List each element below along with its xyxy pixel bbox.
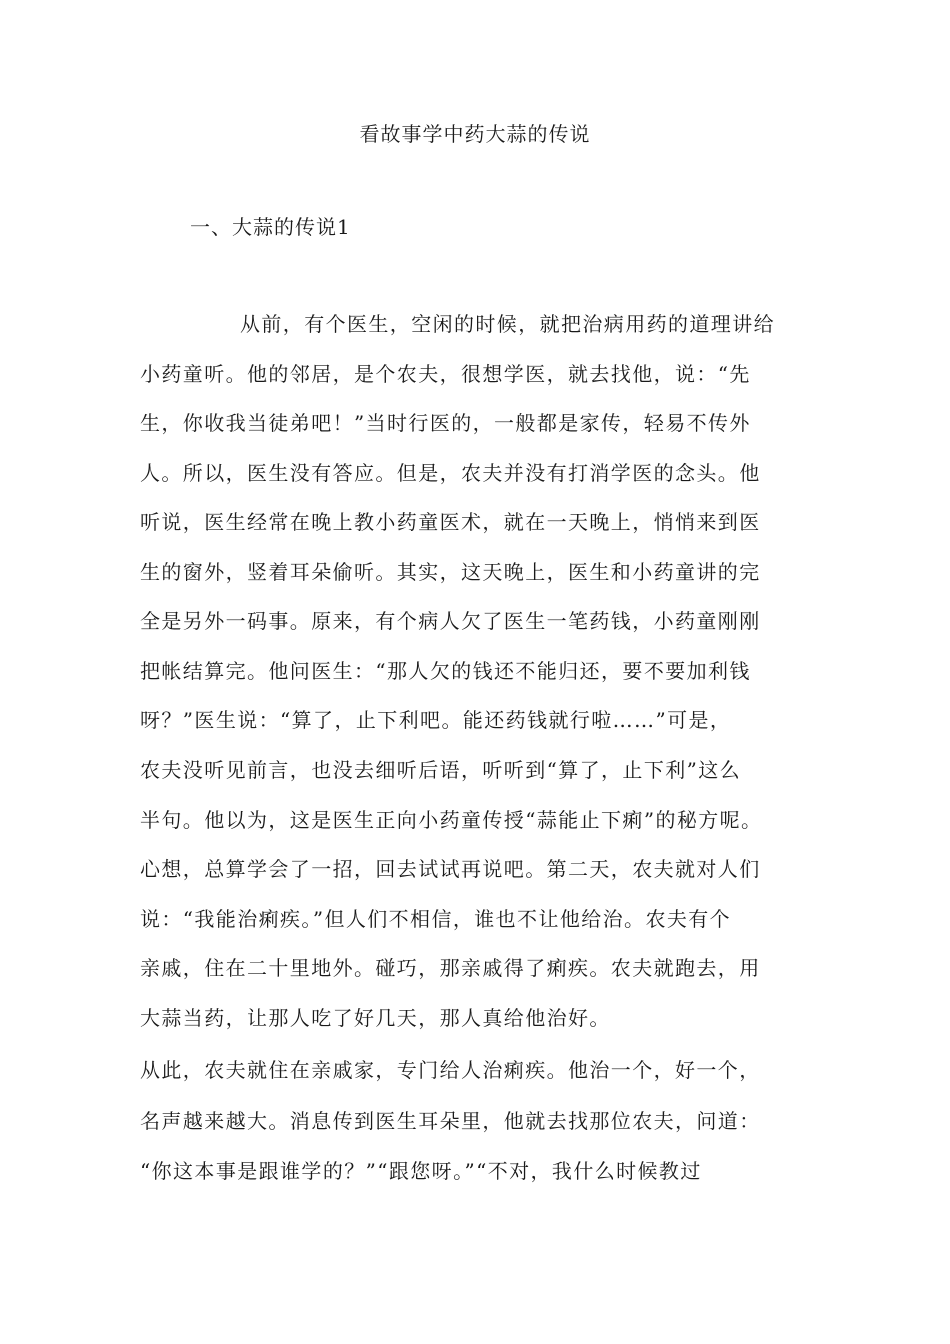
document-title: 看故事学中药大蒜的传说 <box>359 122 591 146</box>
paragraph-line: 农夫没听见前言，也没去细听后语，听听到“算了，止下利”这么 <box>140 758 742 782</box>
paragraph-line: 大蒜当药，让那人吃了好几天，那人真给他治好。 <box>140 1006 611 1030</box>
paragraph-line: 生的窗外，竖着耳朵偷听。其实，这天晚上，医生和小药童讲的完 <box>140 560 761 584</box>
paragraph-line: 心想，总算学会了一招，回去试试再说吧。第二天，农夫就对人们 <box>140 857 761 881</box>
paragraph-line: 名声越来越大。消息传到医生耳朵里，他就去找那位农夫，问道： <box>140 1109 761 1133</box>
paragraph-line: 呀？”医生说：“算了，止下利吧。能还药钱就行啦……”可是， <box>140 708 732 732</box>
paragraph-line: 听说，医生经常在晚上教小药童医术，就在一天晚上，悄悄来到医 <box>140 510 761 534</box>
paragraph-line: 全是另外一码事。原来，有个病人欠了医生一笔药钱，小药童刚刚 <box>140 609 761 633</box>
paragraph-line: 人。所以，医生没有答应。但是，农夫并没有打消学医的念头。他 <box>140 461 761 485</box>
paragraph-line: “你这本事是跟谁学的？”“跟您呀。”“不对，我什么时候教过 <box>140 1159 702 1183</box>
paragraph-line: 小药童听。他的邻居，是个农夫，很想学医，就去找他，说：“先 <box>140 362 751 386</box>
section-heading: 一、大蒜的传说1 <box>190 215 351 239</box>
paragraph-line: 亲戚，住在二十里地外。碰巧，那亲戚得了痢疾。农夫就跑去，用 <box>140 956 761 980</box>
paragraph-line: 把帐结算完。他问医生：“那人欠的钱还不能归还，要不要加利钱 <box>140 659 751 683</box>
paragraph-line: 生，你收我当徒弟吧！”当时行医的，一般都是家传，轻易不传外 <box>140 411 751 435</box>
paragraph-line: 从此，农夫就住在亲戚家，专门给人治痢疾。他治一个，好一个， <box>140 1058 761 1082</box>
paragraph-line: 半句。他以为，这是医生正向小药童传授“蒜能止下痢”的秘方呢。 <box>140 808 763 832</box>
paragraph-line: 从前，有个医生，空闲的时候，就把治病用药的道理讲给 <box>240 312 775 336</box>
paragraph-line: 说：“我能治痢疾。”但人们不相信，谁也不让他给治。农夫有个 <box>140 907 732 931</box>
